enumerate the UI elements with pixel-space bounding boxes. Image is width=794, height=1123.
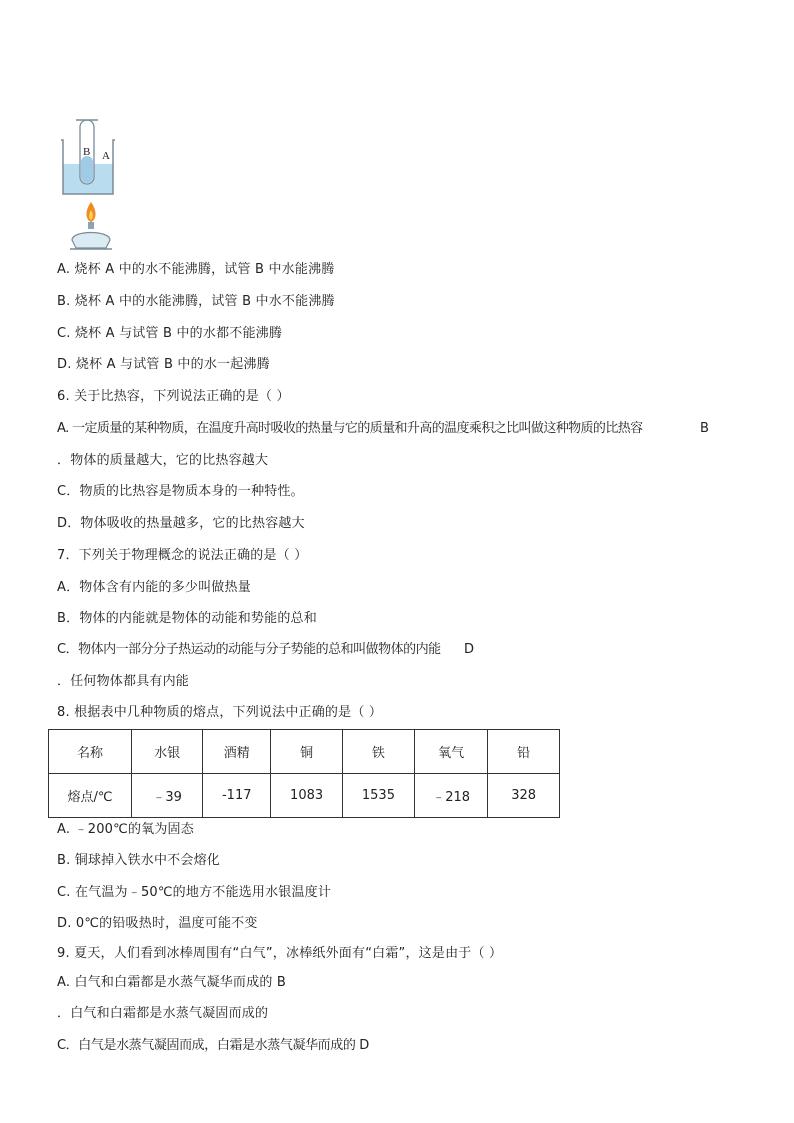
label-a: A (102, 150, 110, 162)
lamp-wick-holder (88, 222, 94, 229)
q8-option-a: A. ﹣200℃的氧为固态 (57, 822, 194, 837)
table-cell: 铅 (488, 730, 560, 774)
q7-option-c: C．物体内一部分分子热运动的动能与分子势能的总和叫做物体的内能 (57, 642, 441, 657)
q6-option-a: A. 一定质量的某种物质，在温度升高时吸收的热量与它的质量和升高的温度乘积之比叫做这种物质的比热容 (57, 421, 643, 436)
table-cell: 名称 (49, 730, 132, 774)
beaker-test-tube-lamp-figure (58, 112, 118, 254)
q7-option-a: A．物体含有内能的多少叫做热量 (57, 580, 251, 595)
q7-option-d: ．任何物体都具有内能 (57, 674, 190, 689)
table-cell: ﹣218 (414, 774, 488, 818)
melting-point-table (48, 729, 560, 818)
q9-option-b: ．白气和白霜都是水蒸气凝固而成的 (57, 1006, 269, 1021)
table-cell: 水银 (131, 730, 202, 774)
q9-option-c: C．白气是水蒸气凝固而成，白霜是水蒸气凝华而成的 D (57, 1038, 369, 1053)
q9-stem: 9. 夏天，人们看到冰棒周围有“白气”，冰棒纸外面有“白霜”，这是由于（ ） (57, 946, 503, 961)
q6-option-b-letter: B (700, 421, 709, 436)
table-cell: 铜 (271, 730, 343, 774)
q8-option-d: D. 0℃的铅吸热时，温度可能不变 (57, 916, 258, 931)
table-cell: 熔点/℃ (49, 774, 132, 818)
table-cell: ﹣39 (131, 774, 202, 818)
q5-option-b: B. 烧杯 A 中的水能沸腾，试管 B 中水不能沸腾 (57, 294, 335, 309)
test-tube-water (81, 156, 93, 183)
q8-stem: 8. 根据表中几种物质的熔点，下列说法中正确的是（ ） (57, 705, 383, 720)
table-row (49, 774, 560, 818)
table-cell: -117 (203, 774, 271, 818)
q9-option-a: A. 白气和白霜都是水蒸气凝华而成的 B (57, 975, 286, 990)
q8-option-c: C. 在气温为﹣50℃的地方不能选用水银温度计 (57, 885, 332, 900)
q6-option-b: ．物体的质量越大，它的比热容越大 (57, 453, 269, 468)
q6-option-c: C．物质的比热容是物质本身的一种特性。 (57, 484, 304, 499)
q7-option-d-letter: D (464, 642, 475, 657)
table-cell: 酒精 (203, 730, 271, 774)
table-cell: 铁 (343, 730, 415, 774)
q8-option-b: B. 铜球掉入铁水中不会熔化 (57, 853, 220, 868)
q6-stem: 6. 关于比热容，下列说法正确的是（ ） (57, 389, 290, 404)
q7-stem: 7．下列关于物理概念的说法正确的是（ ） (57, 548, 308, 563)
table-header-row (49, 730, 560, 774)
q5-option-c: C. 烧杯 A 与试管 B 中的水都不能沸腾 (57, 326, 283, 341)
alcohol-lamp (72, 233, 110, 249)
table-cell: 1083 (271, 774, 343, 818)
q5-option-a: A. 烧杯 A 中的水不能沸腾，试管 B 中水能沸腾 (57, 262, 335, 277)
q7-option-b: B．物体的内能就是物体的动能和势能的总和 (57, 611, 317, 626)
table-cell: 1535 (343, 774, 415, 818)
label-b: B (83, 146, 91, 158)
q5-option-d: D. 烧杯 A 与试管 B 中的水一起沸腾 (57, 357, 270, 372)
q6-option-d: D．物体吸收的热量越多，它的比热容越大 (57, 516, 305, 531)
table-cell: 氧气 (414, 730, 488, 774)
table-cell: 328 (488, 774, 560, 818)
